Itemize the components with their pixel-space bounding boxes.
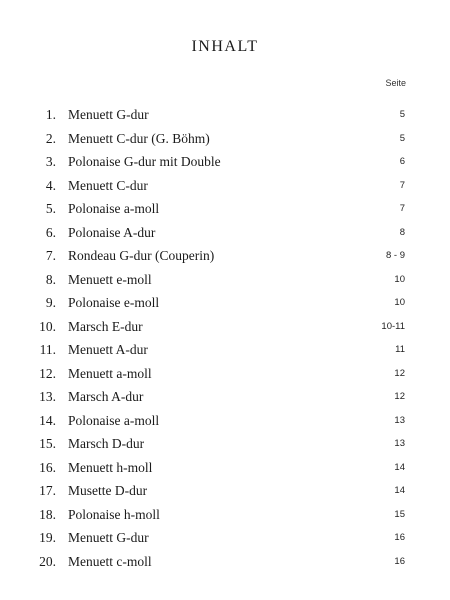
list-item <box>0 526 450 550</box>
list-item <box>0 409 450 433</box>
entry-number: 13. <box>39 389 56 404</box>
entry-page: 14 <box>394 461 405 473</box>
entry-title: Menuett c-moll <box>68 553 152 569</box>
entry-title: Menuett C-dur (G. Böhm) <box>68 130 210 146</box>
list-item <box>0 550 450 574</box>
entry-number: 14. <box>39 412 56 428</box>
entry-title: Musette D-dur <box>68 483 148 498</box>
entry-number: 3. <box>45 154 56 169</box>
list-item <box>0 103 450 127</box>
entry-title: Polonaise G-dur mit Double <box>68 154 221 169</box>
entry-title: Polonaise a-moll <box>68 412 160 428</box>
entry-number: 17. <box>39 483 56 498</box>
entry-number: 15. <box>39 436 56 451</box>
entry-title: Menuett A-dur <box>68 342 148 357</box>
entry-title: Menuett a-moll <box>68 365 152 381</box>
entry-page: 7 <box>399 203 405 214</box>
entry-title: Polonaise e-moll <box>68 295 160 310</box>
page-title: INHALT <box>191 38 259 55</box>
entry-page: 5 <box>399 132 405 144</box>
entry-title: Rondeau G-dur (Couperin) <box>68 248 215 263</box>
entry-title: Menuett h-moll <box>68 459 153 475</box>
list-item <box>0 456 450 480</box>
entry-number: 5. <box>45 201 56 216</box>
list-item <box>0 315 450 339</box>
entry-page: 6 <box>399 156 405 167</box>
entry-title: Polonaise a-moll <box>68 201 160 216</box>
entry-title: Marsch A-dur <box>68 389 144 404</box>
entry-page: 16 <box>394 555 405 567</box>
entry-page: 8 <box>399 226 405 238</box>
page-column-label: Seite <box>385 78 406 88</box>
entry-number: 12. <box>39 365 56 381</box>
entry-page: 16 <box>394 532 405 543</box>
entry-number: 1. <box>45 107 56 122</box>
entry-page: 13 <box>394 414 405 426</box>
entry-number: 7. <box>45 248 56 263</box>
entry-number: 9. <box>45 295 56 310</box>
entry-number: 6. <box>45 224 56 240</box>
entry-number: 4. <box>45 177 56 193</box>
entry-page: 14 <box>394 485 405 496</box>
entry-page: 13 <box>394 438 405 449</box>
list-item <box>0 479 450 503</box>
entry-number: 16. <box>39 459 56 475</box>
entry-page: 10-11 <box>381 320 405 332</box>
list-item <box>0 268 450 292</box>
entry-title: Polonaise A-dur <box>68 224 156 240</box>
list-item <box>0 150 450 174</box>
entry-title: Menuett e-moll <box>68 271 152 287</box>
entry-title: Marsch E-dur <box>68 318 143 334</box>
entry-title: Menuett C-dur <box>68 177 148 193</box>
entry-number: 19. <box>39 530 56 545</box>
entry-title: Menuett G-dur <box>68 107 149 122</box>
entry-page: 15 <box>394 508 405 520</box>
list-item <box>0 291 450 315</box>
list-item <box>0 385 450 409</box>
entry-number: 8. <box>45 271 56 287</box>
list-item <box>0 432 450 456</box>
list-item <box>0 338 450 362</box>
entry-number: 11. <box>39 342 56 357</box>
entry-number: 2. <box>45 130 56 146</box>
entry-page: 7 <box>399 179 405 191</box>
list-item <box>0 503 450 527</box>
entry-page: 10 <box>394 297 405 308</box>
entry-page: 10 <box>394 273 405 285</box>
entry-title: Polonaise h-moll <box>68 506 160 522</box>
entry-page: 5 <box>399 109 405 120</box>
entry-page: 12 <box>394 367 405 379</box>
entry-number: 20. <box>39 553 56 569</box>
list-item <box>0 221 450 245</box>
entry-page: 11 <box>395 344 405 355</box>
list-item <box>0 244 450 268</box>
entry-number: 10. <box>39 318 56 334</box>
entry-title: Marsch D-dur <box>68 436 145 451</box>
contents-list <box>0 103 450 573</box>
entry-number: 18. <box>39 506 56 522</box>
entry-page: 8 - 9 <box>385 250 405 261</box>
entry-title: Menuett G-dur <box>68 530 149 545</box>
list-item <box>0 127 450 151</box>
entry-page: 12 <box>394 391 405 402</box>
list-item <box>0 362 450 386</box>
list-item <box>0 174 450 198</box>
list-item <box>0 197 450 221</box>
